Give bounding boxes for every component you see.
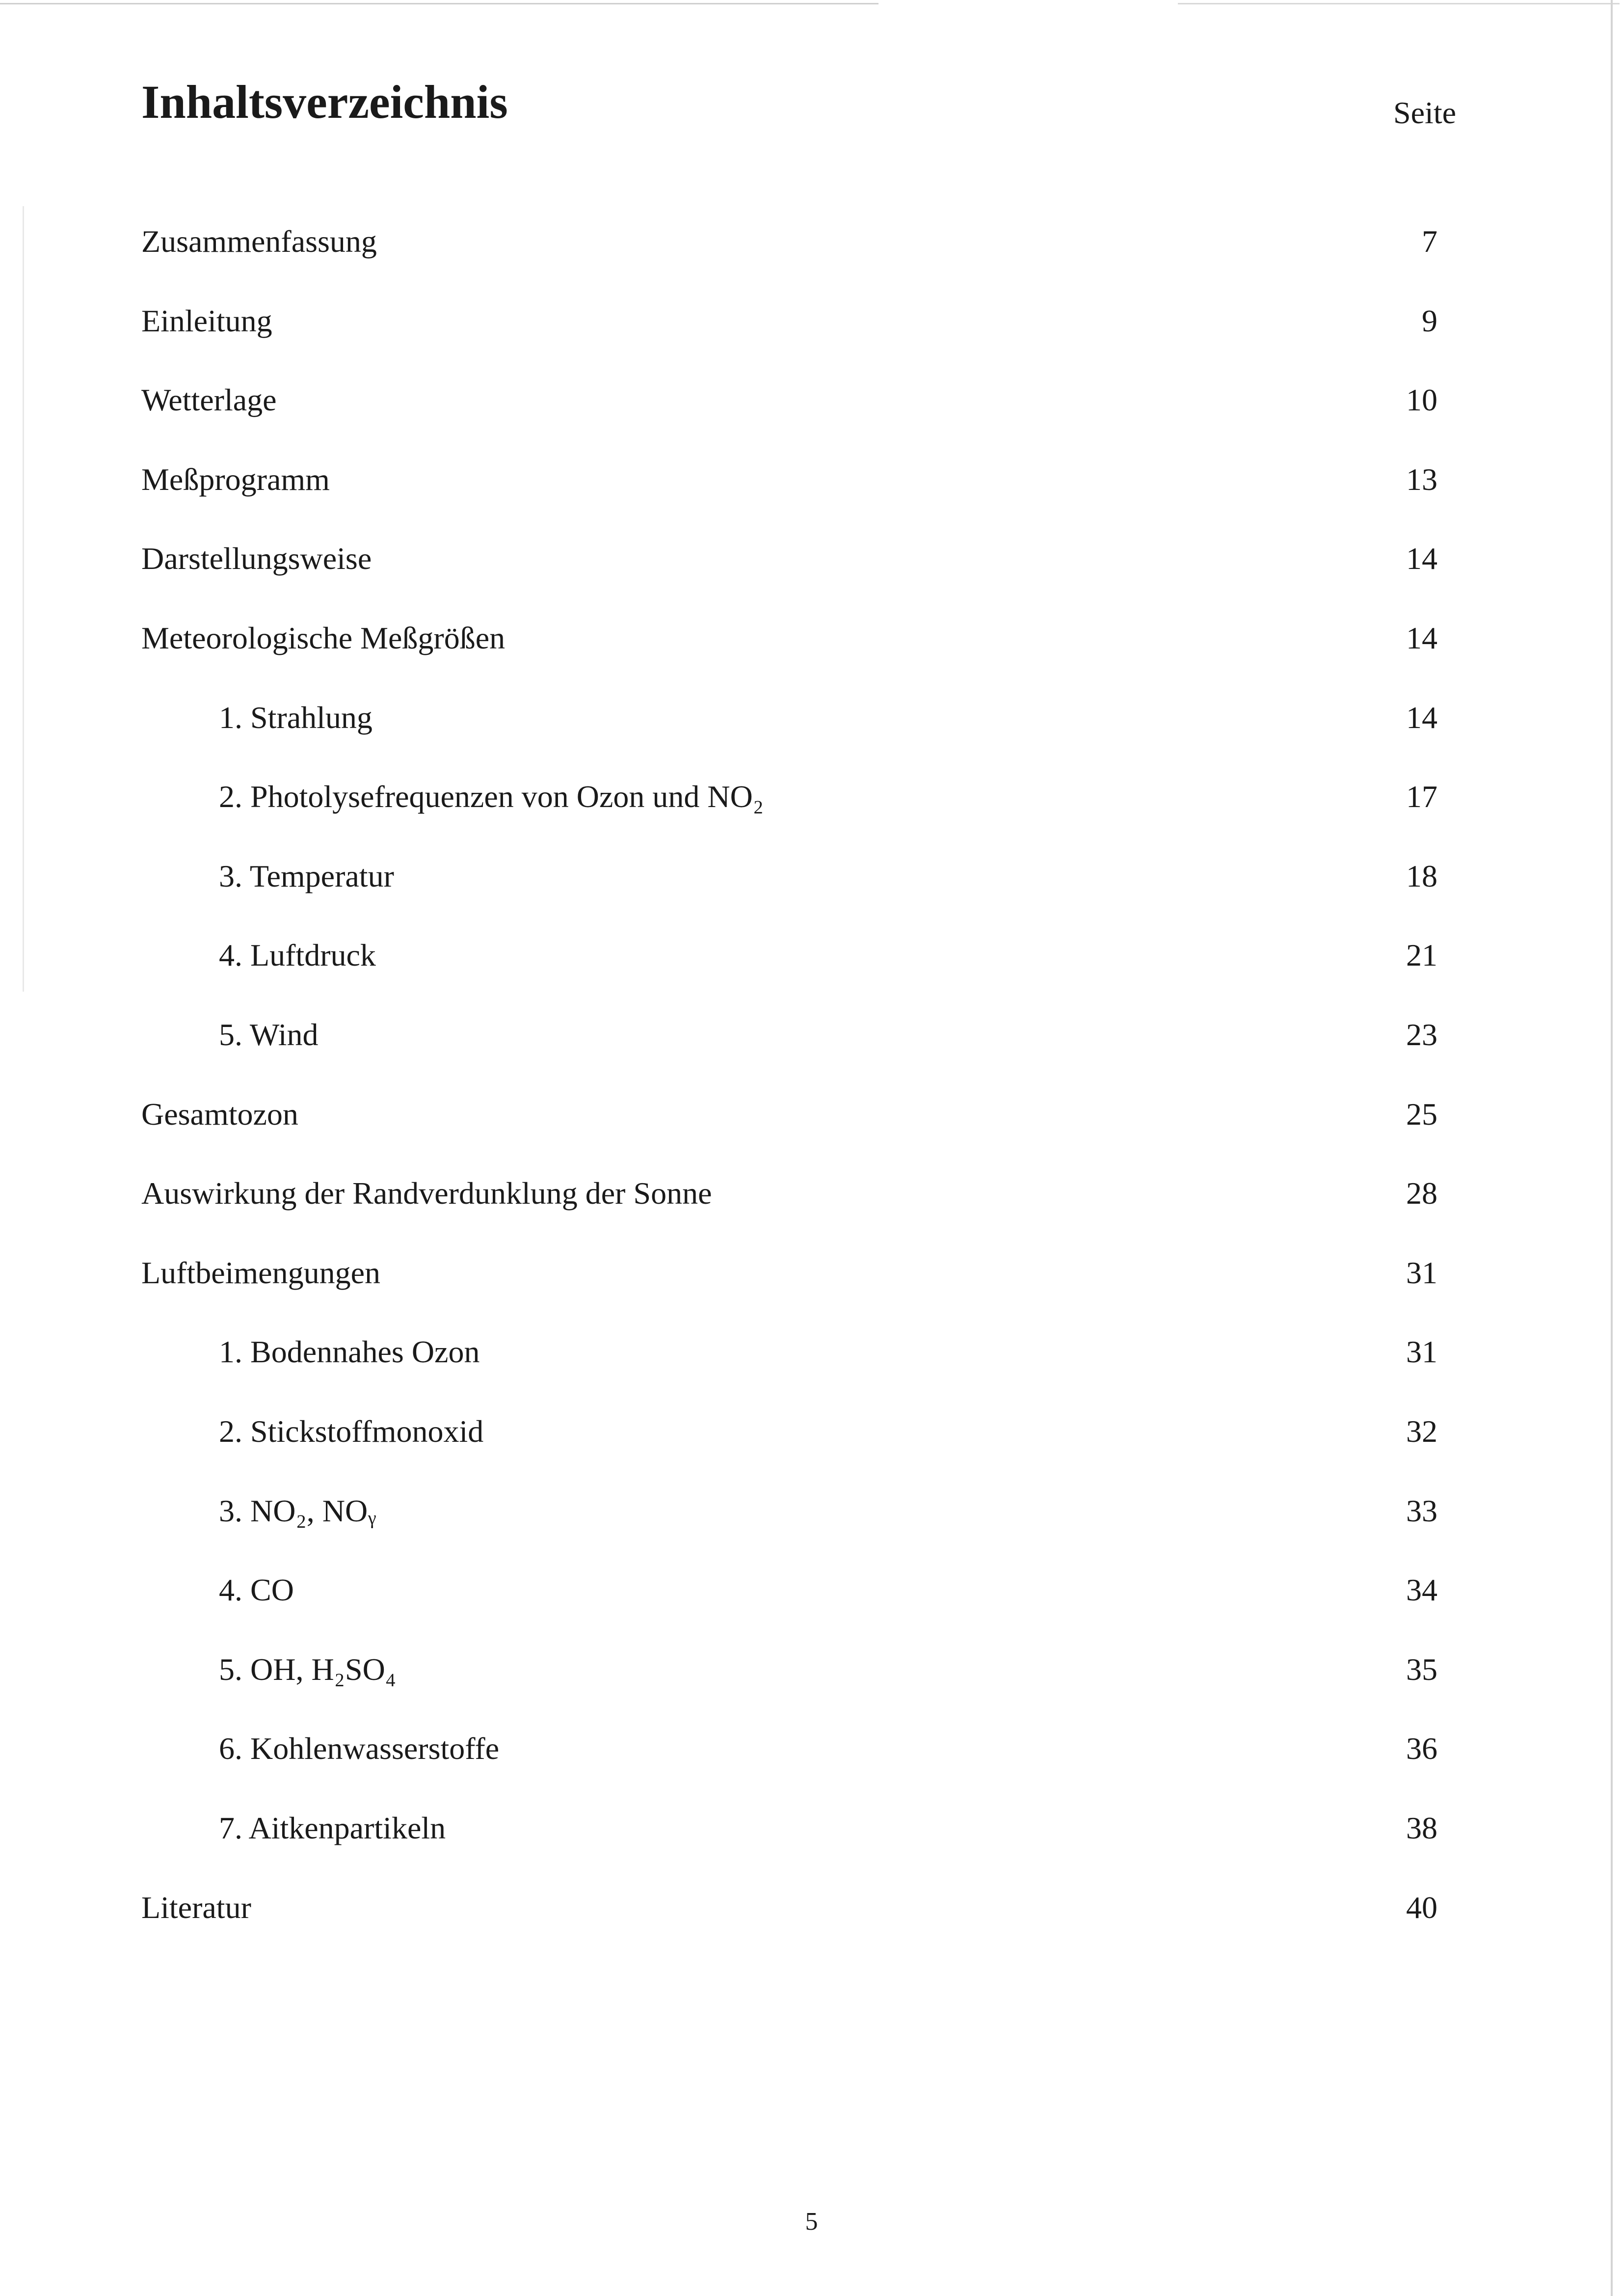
toc-entry-page: 36 (1406, 1731, 1437, 1766)
toc-entry-label: 3. Temperatur (219, 858, 394, 893)
toc-entry-page: 25 (1406, 1096, 1437, 1132)
toc-entry-label: Meteorologische Meßgrößen (141, 621, 506, 655)
toc-entry (0, 936, 1623, 975)
toc-entry-page: 38 (1406, 1810, 1437, 1845)
toc-entry-page: 10 (1406, 382, 1437, 418)
toc-entry-label: 5. Wind (219, 1017, 319, 1052)
toc-entry-page: 33 (1406, 1493, 1437, 1528)
toc-entry (0, 698, 1623, 737)
toc-entry-label: Zusammenfassung (141, 224, 377, 259)
toc-entry (0, 1888, 1623, 1927)
toc-entry-label: Einleitung (141, 303, 272, 338)
toc-entry (0, 1253, 1623, 1293)
toc-entry (0, 460, 1623, 499)
toc-entry-label: 6. Kohlenwasserstoffe (219, 1731, 500, 1766)
scan-edge-top-left (0, 3, 878, 4)
page-number: 5 (805, 2208, 818, 2236)
toc-entry-label: 7. Aitkenpartikeln (219, 1810, 446, 1845)
toc-entry-label: 2. Photolysefrequenzen von Ozon und NO₂ (219, 779, 764, 814)
toc-entry-label: Literatur (141, 1890, 251, 1925)
toc-entry-page: 14 (1406, 621, 1437, 655)
toc-entry (0, 1729, 1623, 1768)
toc-entry (0, 1015, 1623, 1054)
toc-entry (0, 539, 1623, 578)
toc-entry-page: 9 (1422, 303, 1437, 338)
toc-entry-label: Gesamtozon (141, 1096, 298, 1132)
toc-entry (0, 1174, 1623, 1213)
toc-entry-page: 35 (1406, 1651, 1437, 1687)
scan-edge-top-right (1178, 3, 1620, 4)
toc-entry-page: 14 (1406, 700, 1437, 735)
toc-entry-label: Wetterlage (141, 382, 277, 418)
toc-entry-label: 4. CO (219, 1572, 294, 1608)
toc-entry-label: 3. NO₂, NOᵧ (219, 1493, 376, 1528)
toc-entry (0, 1570, 1623, 1610)
toc-entry (0, 857, 1623, 896)
toc-entry-page: 32 (1406, 1414, 1437, 1449)
toc-entry (0, 777, 1623, 816)
toc-entry-label: 1. Bodennahes Ozon (219, 1334, 480, 1370)
toc-entry-label: 1. Strahlung (219, 700, 372, 735)
toc-entry-page: 14 (1406, 541, 1437, 576)
toc-entry-label: Luftbeimengungen (141, 1255, 380, 1290)
toc-entry-page: 28 (1406, 1176, 1437, 1211)
toc-entry-page: 31 (1406, 1334, 1437, 1370)
toc-entry-page: 31 (1406, 1255, 1437, 1290)
toc-entry-label: 5. OH, H₂SO₄ (219, 1651, 397, 1687)
toc-entry-label: Meßprogramm (141, 461, 330, 497)
toc-entry-page: 34 (1406, 1572, 1437, 1608)
toc-entry-page: 7 (1422, 224, 1437, 259)
toc-entry (0, 1650, 1623, 1689)
toc-entry (0, 222, 1623, 261)
toc-entry-page: 17 (1406, 779, 1437, 814)
toc-entry (0, 1491, 1623, 1531)
toc-entry (0, 1332, 1623, 1372)
toc-entry-page: 18 (1406, 858, 1437, 893)
toc-entry (0, 1412, 1623, 1451)
toc-entry (0, 301, 1623, 341)
toc-entry-label: 4. Luftdruck (219, 938, 376, 973)
toc-entry-label: 2. Stickstoffmonoxid (219, 1414, 484, 1449)
toc-entry (0, 1095, 1623, 1134)
toc-entry (0, 380, 1623, 420)
toc-entry-page: 21 (1406, 938, 1437, 973)
toc-entry-page: 23 (1406, 1017, 1437, 1052)
toc-entry-label: Darstellungsweise (141, 541, 372, 576)
scan-edge-right (1611, 0, 1613, 2296)
page-column-header: Seite (1393, 95, 1456, 130)
page-title: Inhaltsverzeichnis (141, 76, 508, 128)
toc-entry-page: 40 (1406, 1890, 1437, 1925)
toc-entry-page: 13 (1406, 461, 1437, 497)
toc-entry-label: Auswirkung der Randverdunklung der Sonne (141, 1176, 712, 1211)
toc-entry (0, 1809, 1623, 1848)
toc-entry (0, 619, 1623, 658)
